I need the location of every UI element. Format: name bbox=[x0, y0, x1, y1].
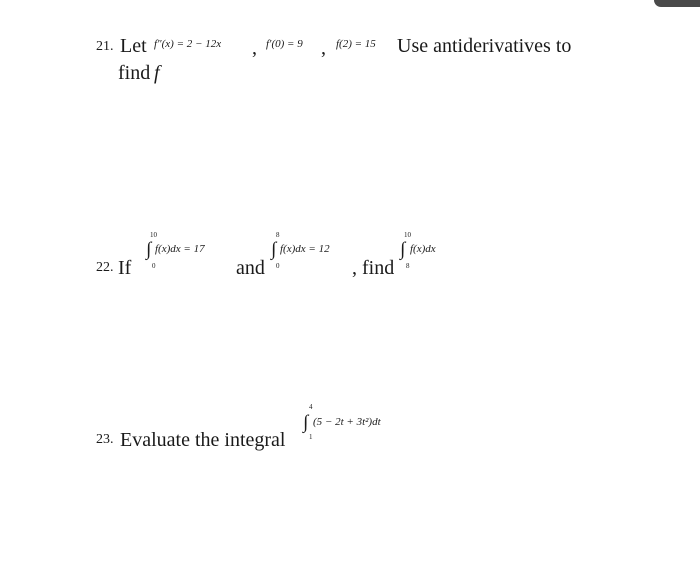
separator-comma: , bbox=[252, 37, 257, 59]
integral-upper-limit: 10 bbox=[404, 231, 411, 239]
problem-lead: Evaluate the integral bbox=[120, 429, 286, 451]
separator-comma: , bbox=[321, 37, 326, 59]
integral-lower-limit: 0 bbox=[276, 262, 280, 270]
connector-find: , find bbox=[352, 257, 395, 279]
integral-lower-limit: 0 bbox=[152, 262, 156, 270]
condition-second-derivative: f″(x) = 2 − 12x bbox=[154, 38, 222, 50]
integral-upper-limit: 8 bbox=[276, 231, 280, 239]
integral-upper-limit: 10 bbox=[150, 231, 157, 239]
integral-expression: f(x)dx = 12 bbox=[280, 243, 330, 255]
integral-expression: f(x)dx bbox=[410, 243, 436, 255]
integral-sign: ∫ bbox=[303, 412, 309, 433]
window-corner-shade bbox=[654, 0, 700, 7]
integral-expression: f(x)dx = 17 bbox=[155, 243, 205, 255]
problem-instruction: Use antiderivatives to bbox=[397, 35, 572, 57]
problem-number: 23. bbox=[96, 432, 114, 447]
integral-sign: ∫ bbox=[146, 239, 152, 260]
integral-sign: ∫ bbox=[271, 239, 277, 260]
connector-and: and bbox=[236, 257, 265, 279]
problem-instruction-line2: find bbox=[118, 62, 151, 84]
integral-lower-limit: 1 bbox=[309, 433, 313, 441]
problem-lead: If bbox=[118, 257, 132, 279]
problem-lead: Let bbox=[120, 35, 147, 57]
integral-upper-limit: 4 bbox=[309, 403, 313, 411]
instruction-variable: f bbox=[154, 62, 160, 84]
problem-number: 21. bbox=[96, 39, 114, 54]
condition-first-derivative: f′(0) = 9 bbox=[266, 38, 303, 50]
integral-lower-limit: 8 bbox=[406, 262, 410, 270]
problem-number: 22. bbox=[96, 260, 114, 275]
condition-function-value: f(2) = 15 bbox=[336, 38, 376, 50]
integral-expression: (5 − 2t + 3t²)dt bbox=[313, 416, 381, 428]
integral-sign: ∫ bbox=[400, 239, 406, 260]
